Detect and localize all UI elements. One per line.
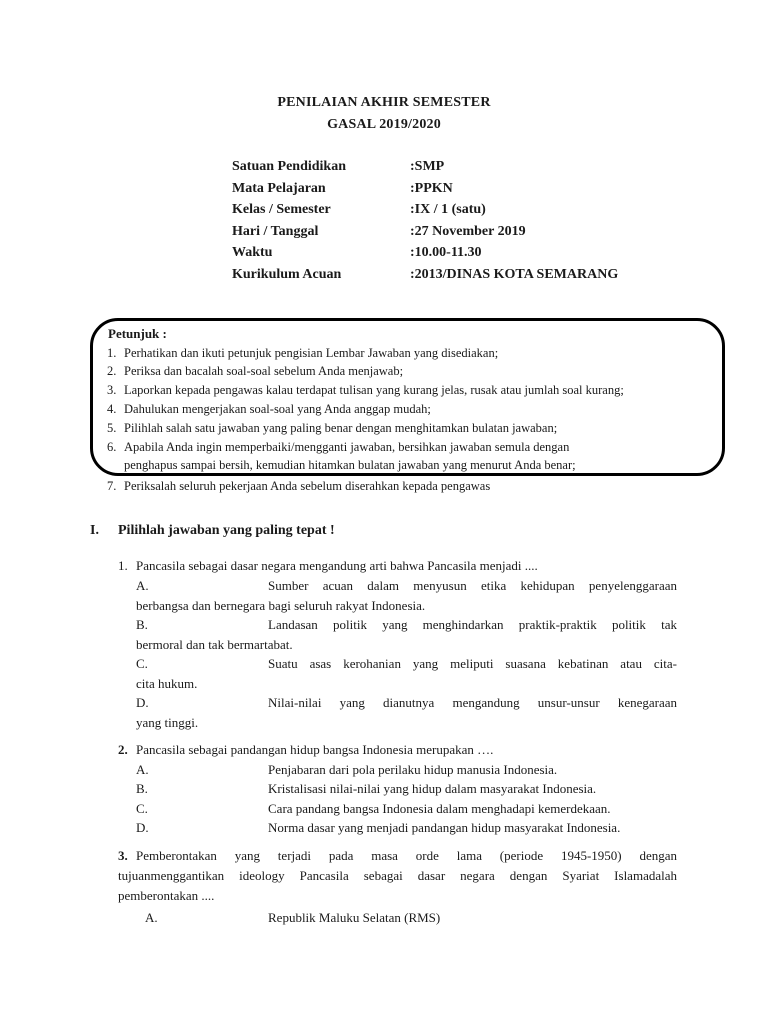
instruction-text: penghapus sampai bersih, kemudian hitamkan bulatan jawaban yang menurut Anda benar;	[124, 458, 576, 472]
option-letter: B.	[136, 617, 148, 632]
question-text: Pancasila sebagai dasar negara mengandung arti bahwa Pancasila menjadi ....	[136, 558, 538, 573]
option-letter: A.	[145, 910, 158, 925]
instructions-heading: Petunjuk :	[108, 326, 167, 341]
info-label: Kelas / Semester	[232, 202, 331, 217]
instruction-number: 5.	[107, 421, 117, 435]
instruction-text: Apabila Anda ingin memperbaiki/mengganti jawaban, bersihkan jawaban semula dengan	[124, 440, 570, 454]
instruction-number: 7.	[107, 479, 117, 493]
question-number: 2.	[118, 742, 128, 757]
info-label: Kurikulum Acuan	[232, 267, 342, 282]
info-value: :PPKN	[410, 181, 453, 196]
section-title: Pilihlah jawaban yang paling tepat !	[118, 523, 335, 538]
instruction-number: 6.	[107, 440, 117, 454]
instruction-number: 2.	[107, 364, 117, 378]
option-letter: B.	[136, 781, 148, 796]
info-label: Hari / Tanggal	[232, 224, 319, 239]
section-number: I.	[90, 523, 99, 538]
option-text-continued: berbangsa dan bernegara bagi seluruh rakyat Indonesia.	[136, 598, 426, 613]
instruction-text: Periksalah seluruh pekerjaan Anda sebelum diserahkan kepada pengawas	[124, 479, 491, 493]
instruction-number: 1.	[107, 346, 117, 360]
exam-title: PENILAIAN AKHIR SEMESTER	[277, 95, 491, 110]
option-letter: D.	[136, 695, 149, 710]
option-text: Cara pandang bangsa Indonesia dalam menghadapi kemerdekaan.	[268, 801, 611, 816]
info-value: :10.00-11.30	[410, 245, 482, 260]
instruction-text: Laporkan kepada pengawas kalau terdapat tulisan yang kurang jelas, rusak atau jumlah soal kurang;	[124, 383, 624, 397]
info-value: :IX / 1 (satu)	[410, 202, 486, 217]
option-text-continued: cita hukum.	[136, 676, 198, 691]
option-text: Sumber acuan dalam menyusun etika kehidupan penyelenggaraan	[268, 578, 677, 593]
instruction-text: Dahulukan mengerjakan soal-soal yang Anda anggap mudah;	[124, 402, 431, 416]
option-text-continued: bermoral dan tak bermartabat.	[136, 637, 293, 652]
question-text: Pemberontakan yang terjadi pada masa orde lama (periode 1945-1950) dengan	[136, 848, 677, 863]
exam-subtitle: GASAL 2019/2020	[327, 117, 441, 132]
question-text-continued: pemberontakan ....	[118, 888, 215, 903]
option-text: Republik Maluku Selatan (RMS)	[268, 910, 441, 925]
option-text: Landasan politik yang menghindarkan praktik-praktik politik tak	[268, 617, 677, 632]
question-text: Pancasila sebagai pandangan hidup bangsa Indonesia merupakan ….	[136, 742, 494, 757]
option-text: Kristalisasi nilai-nilai yang hidup dalam masyarakat Indonesia.	[268, 781, 597, 796]
option-text: Penjabaran dari pola perilaku hidup manusia Indonesia.	[268, 762, 558, 777]
info-value: :27 November 2019	[410, 224, 526, 239]
option-text-continued: yang tinggi.	[136, 715, 199, 730]
option-text: Suatu asas kerohanian yang meliputi suasana kebatinan atau cita-	[268, 656, 677, 671]
option-letter: C.	[136, 801, 148, 816]
instruction-text: Pilihlah salah satu jawaban yang paling benar dengan menghitamkan bulatan jawaban;	[124, 421, 558, 435]
instruction-text: Periksa dan bacalah soal-soal sebelum Anda menjawab;	[124, 364, 404, 378]
info-label: Mata Pelajaran	[232, 181, 326, 196]
option-letter: A.	[136, 762, 149, 777]
question-text-continued: tujuanmenggantikan ideology Pancasila sebagai dasar negara dengan Syariat Islamadalah	[118, 868, 677, 883]
option-letter: A.	[136, 578, 149, 593]
info-value: :2013/DINAS KOTA SEMARANG	[410, 267, 619, 282]
option-letter: D.	[136, 820, 149, 835]
question-number: 1.	[118, 558, 128, 573]
instruction-number: 4.	[107, 402, 117, 416]
option-text: Norma dasar yang menjadi pandangan hidup masyarakat Indonesia.	[268, 820, 621, 835]
option-text: Nilai-nilai yang dianutnya mengandung unsur-unsur kenegaraan	[268, 695, 677, 710]
info-label: Satuan Pendidikan	[232, 159, 346, 174]
question-number: 3.	[118, 848, 128, 863]
instruction-text: Perhatikan dan ikuti petunjuk pengisian Lembar Jawaban yang disediakan;	[124, 346, 499, 360]
info-label: Waktu	[232, 245, 273, 260]
instruction-number: 3.	[107, 383, 117, 397]
option-letter: C.	[136, 656, 148, 671]
info-value: :SMP	[410, 159, 445, 174]
